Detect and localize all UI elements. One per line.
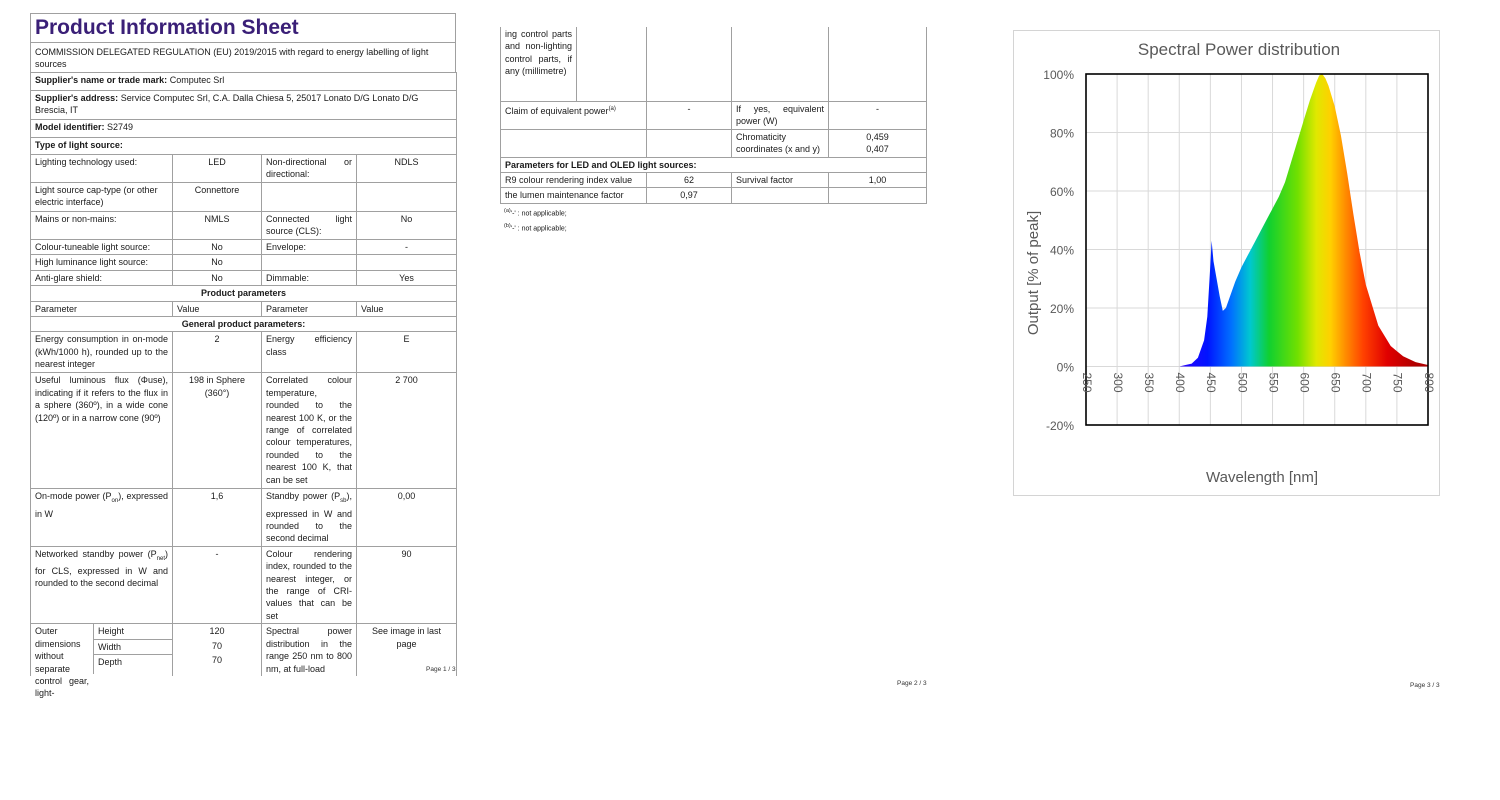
- chroma-label: Chromaticity coordinates (x and y): [732, 129, 829, 157]
- empty-cell: [262, 255, 357, 270]
- table-row: [501, 102, 927, 130]
- pnet-label: [31, 546, 173, 623]
- y-tick-label: 0%: [1056, 360, 1074, 375]
- energy-label: Energy consumption in on-mode (kWh/1000 h), rounded up to the nearest integer: [31, 332, 173, 373]
- chart-title: Spectral Power distribution: [1137, 40, 1341, 59]
- eqpower-label: If yes, equivalent power (W): [732, 102, 829, 130]
- pnet-value: -: [173, 546, 262, 623]
- page-number: Page 3 / 3: [1410, 682, 1440, 689]
- x-tick-label: 300: [1110, 372, 1125, 393]
- x-axis-label: Wavelength [nm]: [1206, 469, 1318, 486]
- dims-values-cell: [173, 624, 262, 676]
- energy-value: 2: [173, 332, 262, 373]
- y-tick-label: 60%: [1049, 185, 1074, 199]
- x-tick-label: 700: [1359, 372, 1374, 393]
- chroma-y: 0,407: [866, 144, 889, 155]
- pnet-label-text: Networked standby power (P: [35, 548, 157, 559]
- x-tick-label: 800: [1421, 372, 1436, 393]
- flux-label: Useful luminous flux (Φuse), indicating if it refers to the flux in a sphere (360º), in a wide cone (120º) or in a narrow cone (90º): [31, 373, 173, 489]
- col-param-header: Parameter: [31, 301, 173, 316]
- table-row: [31, 332, 457, 373]
- table-row: [31, 91, 457, 120]
- table-row: [31, 183, 457, 212]
- survival-value: 1,00: [829, 173, 927, 188]
- footnote-a: [500, 205, 926, 220]
- eclass-value: E: [357, 332, 457, 373]
- env-value: -: [357, 240, 457, 255]
- chroma-value: [829, 129, 927, 157]
- mains-label: Mains or non-mains:: [31, 212, 173, 240]
- x-tick-label: 350: [1142, 372, 1157, 393]
- mains-value: NMLS: [173, 212, 262, 240]
- claim-sup: (a): [608, 106, 616, 112]
- address-label: Supplier's address:: [35, 93, 119, 103]
- table-row: [31, 155, 457, 183]
- dims-label-continued: ing control parts and non-lighting control parts, if any (millimetre): [501, 27, 577, 102]
- x-tick-label: 450: [1204, 372, 1219, 393]
- table-row: [31, 317, 457, 332]
- model-value: S2749: [107, 122, 134, 132]
- dims-label: Outer dimensions without separate control gear, light-: [31, 624, 94, 674]
- table-row: [501, 129, 927, 157]
- empty-cell: [732, 188, 829, 203]
- table-row: [31, 286, 457, 301]
- table-row: [501, 173, 927, 188]
- product-info-table-continued: [500, 27, 927, 204]
- page-number: Page 1 / 3: [426, 666, 456, 673]
- hl-value: No: [173, 255, 262, 270]
- supplier-label: Supplier's name or trade mark:: [35, 75, 168, 85]
- x-tick-label: 650: [1328, 372, 1343, 393]
- pnet-sub: net: [156, 555, 165, 562]
- col-value-header: Value: [173, 301, 262, 316]
- footnote-b-sup: (b): [504, 223, 511, 230]
- empty-cell: [357, 183, 457, 212]
- cri-value: 90: [357, 546, 457, 623]
- x-tick-label: 600: [1297, 372, 1312, 393]
- table-row: [31, 73, 457, 91]
- height-value: 120: [209, 626, 225, 637]
- type-label: Type of light source:: [31, 138, 457, 155]
- page-number: Page 2 / 3: [897, 680, 927, 687]
- psb-sub: sb: [340, 498, 347, 505]
- table-row: [31, 301, 457, 316]
- col-param-header: Parameter: [262, 301, 357, 316]
- col-value-header: Value: [357, 301, 457, 316]
- y-tick-label: 20%: [1049, 302, 1074, 316]
- empty-cell: [647, 27, 732, 102]
- x-tick-label: 250: [1079, 372, 1094, 393]
- chroma-x: 0,459: [866, 131, 889, 142]
- y-tick-labels: [1043, 68, 1074, 433]
- width-value: 70: [211, 640, 222, 651]
- cls-label: Connected light source (CLS):: [262, 212, 357, 240]
- cct-label: Correlated colour temperature, rounded to the nearest 100 K, or the range of correlated colour temperatures, rounded to the nearest 100 K, that can be set: [262, 373, 357, 489]
- table-row: [31, 546, 457, 623]
- lumen-value: 0,97: [647, 188, 732, 203]
- depth-value: 70: [211, 655, 222, 666]
- table-row: [501, 157, 927, 172]
- table-row: [31, 489, 457, 546]
- pon-label-text: On-mode power (P: [35, 491, 112, 502]
- cap-label: Light source cap-type (or other electric interface): [31, 183, 173, 212]
- table-row: [31, 212, 457, 240]
- pon-label-text: ), expressed in W: [35, 491, 168, 519]
- pon-sub: on: [111, 498, 119, 505]
- empty-cell: [732, 27, 829, 102]
- footnote-a-text: '-' : not applicable;: [510, 210, 567, 218]
- flux-value: 198 in Sphere (360°): [173, 373, 262, 489]
- spd-value: See image in last page: [357, 624, 457, 676]
- spectral-power-chart: [1014, 31, 1439, 495]
- empty-cell: [262, 183, 357, 212]
- table-row: [31, 255, 457, 270]
- lumen-label: the lumen maintenance factor: [501, 188, 647, 203]
- model-label: Model identifier:: [35, 122, 105, 132]
- dim-label: Dimmable:: [262, 270, 357, 285]
- ag-label: Anti-glare shield:: [31, 270, 173, 285]
- cap-value: Connettore: [173, 183, 262, 212]
- direct-label: Non-directional or directional:: [262, 155, 357, 183]
- table-row: [31, 624, 457, 676]
- ag-value: No: [173, 270, 262, 285]
- regulation-text: COMMISSION DELEGATED REGULATION (EU) 2019/2015 with regard to energy labelling of light sources: [30, 42, 456, 72]
- supplier-value: Computec Srl: [169, 75, 225, 85]
- dim-value: Yes: [357, 270, 457, 285]
- dims-cell: [31, 624, 173, 699]
- y-axis-label: Output [% of peak]: [1024, 210, 1042, 336]
- table-row: [31, 138, 457, 155]
- footnote-b-text: '-' : not applicable;: [510, 225, 567, 233]
- psb-label-text: ), expressed in W and rounded to the second decimal: [266, 491, 352, 544]
- table-row: [31, 373, 457, 489]
- direct-value: NDLS: [357, 155, 457, 183]
- empty-cell: [647, 129, 732, 157]
- product-info-table: [30, 72, 457, 699]
- spd-label: Spectral power distribution in the range 250 nm to 800 nm, at full-load: [262, 624, 357, 676]
- tune-value: No: [173, 240, 262, 255]
- y-tick-label: 40%: [1049, 243, 1074, 258]
- x-tick-labels: [1080, 373, 1436, 393]
- cls-value: No: [357, 212, 457, 240]
- y-tick-label: 100%: [1043, 68, 1074, 82]
- claim-value: -: [647, 102, 732, 130]
- page-1: [30, 13, 456, 699]
- page-title: Product Information Sheet: [30, 13, 456, 42]
- claim-label-text: Claim of equivalent power: [505, 106, 609, 116]
- r9-label: R9 colour rendering index value: [501, 173, 647, 188]
- height-label: Height: [94, 624, 172, 639]
- empty-cell: [357, 255, 457, 270]
- empty-cell: [577, 27, 647, 102]
- hl-label: High luminance light source:: [31, 255, 173, 270]
- tech-value: LED: [173, 155, 262, 183]
- product-params-header: Product parameters: [31, 286, 457, 301]
- psb-label: [262, 489, 357, 546]
- y-tick-label: -20%: [1045, 419, 1074, 433]
- tune-label: Colour-tuneable light source:: [31, 240, 173, 255]
- tech-label: Lighting technology used:: [31, 155, 173, 183]
- x-tick-label: 550: [1266, 372, 1281, 393]
- x-tick-label: 750: [1390, 372, 1405, 393]
- width-label: Width: [94, 640, 172, 655]
- led-params-header: Parameters for LED and OLED light sources:: [501, 157, 927, 172]
- empty-cell: [501, 129, 647, 157]
- pnet-label-text: ) for CLS, expressed in W and rounded to the second decimal: [35, 548, 168, 589]
- footnote-a-sup: (a): [504, 207, 511, 214]
- pon-value: 1,6: [173, 489, 262, 546]
- survival-label: Survival factor: [732, 173, 829, 188]
- eqpower-value: -: [829, 102, 927, 130]
- pon-label: [31, 489, 173, 546]
- spectral-chart-panel: [1013, 30, 1440, 496]
- general-params-header: General product parameters:: [31, 317, 457, 332]
- psb-label-text: Standby power (P: [266, 491, 341, 502]
- x-tick-label: 400: [1173, 372, 1188, 393]
- table-row: [501, 27, 927, 102]
- table-row: [31, 270, 457, 285]
- depth-label: Depth: [98, 657, 123, 668]
- address-value: Service Computec Srl, C.A. Dalla Chiesa 5, 25017 Lonato D/G Lonato D/G Brescia, IT: [35, 93, 419, 116]
- empty-cell: [829, 27, 927, 102]
- table-row: [31, 120, 457, 138]
- psb-value: 0,00: [357, 489, 457, 546]
- cri-label: Colour rendering index, rounded to the nearest integer, or the range of CRI-values that can be set: [262, 546, 357, 623]
- y-tick-label: 80%: [1049, 126, 1074, 141]
- cct-value: 2 700: [357, 373, 457, 489]
- r9-value: 62: [647, 173, 732, 188]
- empty-cell: [829, 188, 927, 203]
- x-tick-label: 500: [1235, 372, 1250, 393]
- table-row: [501, 188, 927, 203]
- footnote-b: [500, 220, 926, 235]
- claim-label: [501, 102, 647, 130]
- eclass-label: Energy efficiency class: [262, 332, 357, 373]
- table-row: [31, 240, 457, 255]
- page-2: [500, 27, 926, 236]
- env-label: Envelope:: [262, 240, 357, 255]
